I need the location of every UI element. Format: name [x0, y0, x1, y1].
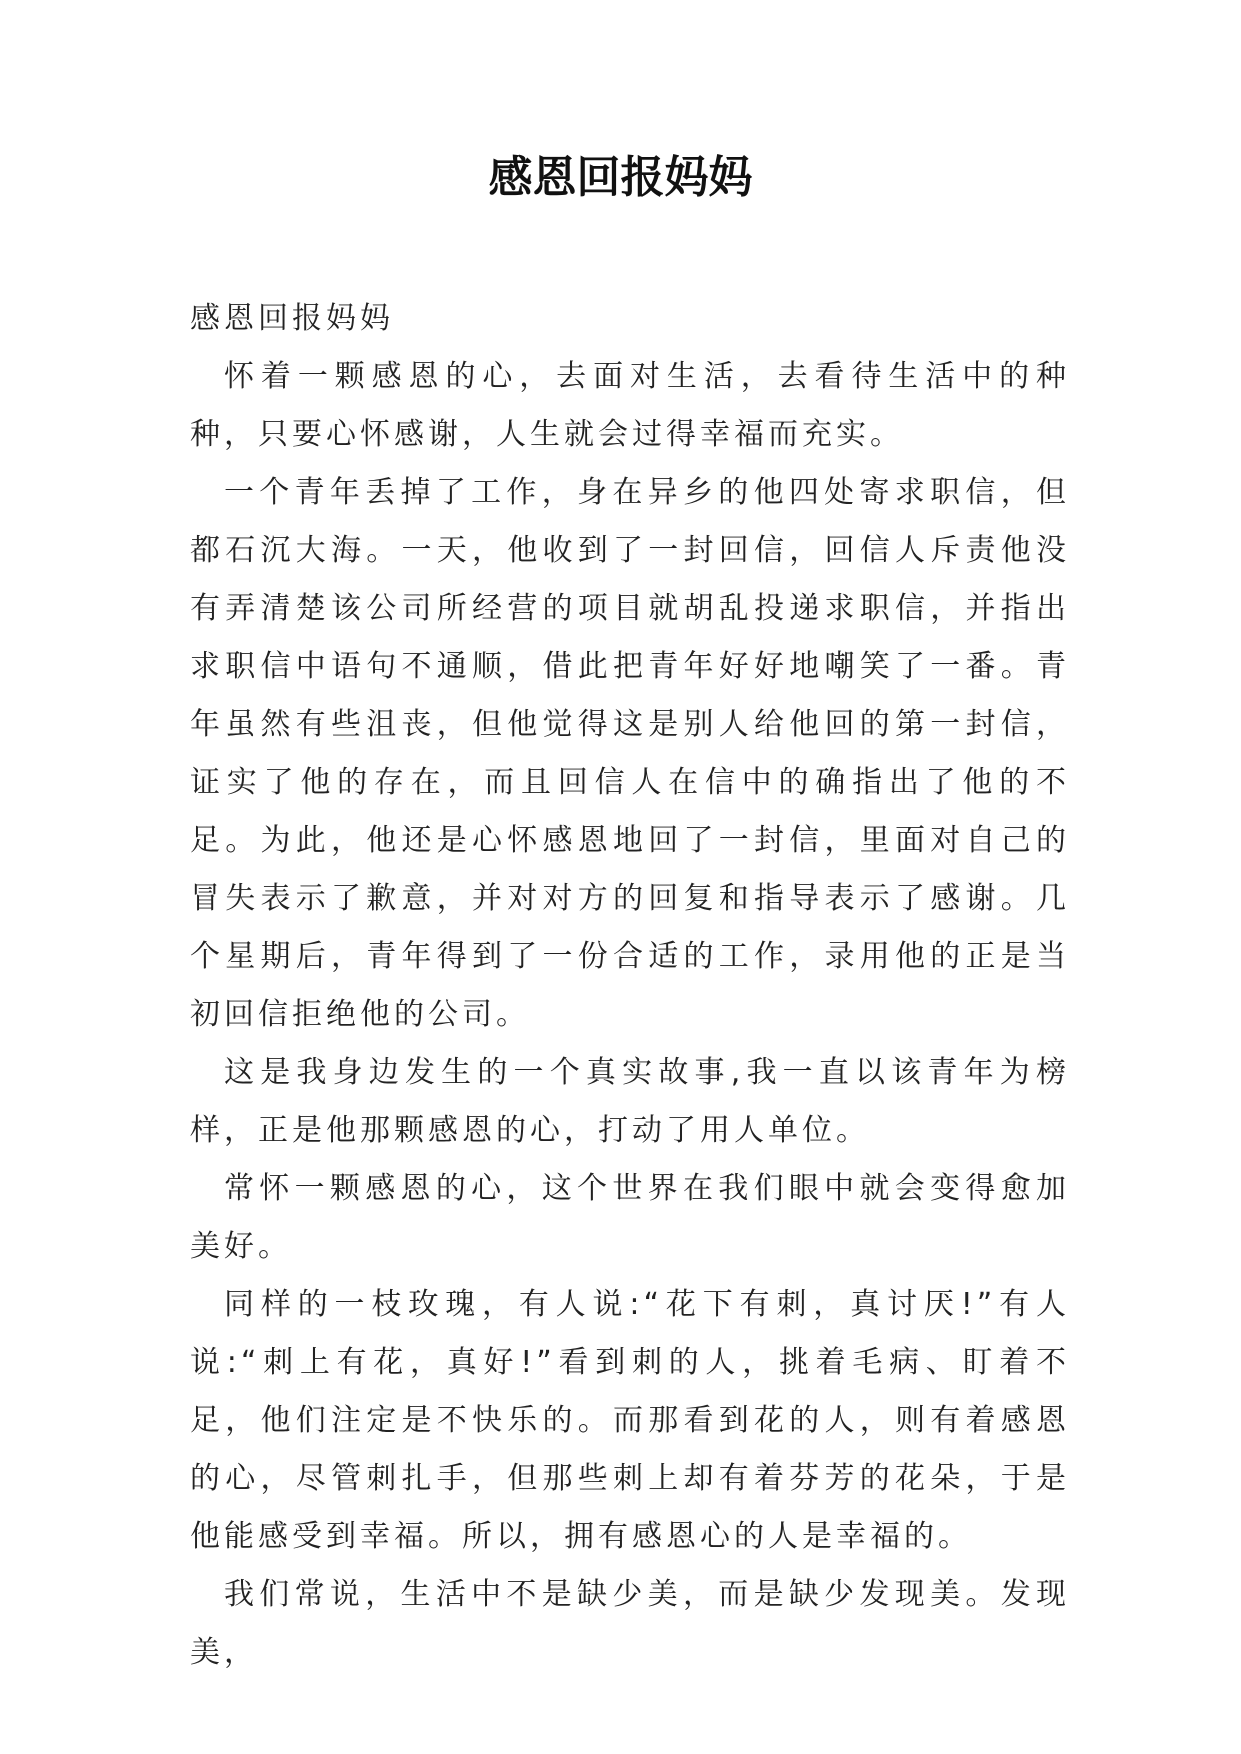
paragraph: 我们常说，生活中不是缺少美，而是缺少发现美。发现美， — [190, 1577, 1070, 1670]
paragraph: 怀着一颗感恩的心，去面对生活，去看待生活中的种种，只要心怀感谢，人生就会过得幸福而充实。 — [190, 359, 1070, 452]
paragraph: 这是我身边发生的一个真实故事,我一直以该青年为榜样，正是他那颗感恩的心，打动了用人单位。 — [190, 1055, 1070, 1148]
document-subtitle: 感恩回报妈妈 — [190, 301, 394, 336]
document-title: 感恩回报妈妈 — [488, 152, 753, 203]
paragraph: 同样的一枝玫瑰，有人说:“花下有刺，真讨厌!”有人说:“刺上有花，真好!”看到刺的人，挑着毛病、盯着不足，他们注定是不快乐的。而那看到花的人，则有着感恩的心，尽管刺扎手，但那些刺上却有着芬芳的花朵，于是他能感受到幸福。所以，拥有感恩心的人是幸福的。 — [190, 1287, 1070, 1554]
document-body — [190, 290, 1070, 1682]
paragraph: 常怀一颗感恩的心，这个世界在我们眼中就会变得愈加美好。 — [190, 1171, 1070, 1264]
paragraph: 一个青年丢掉了工作，身在异乡的他四处寄求职信，但都石沉大海。一天，他收到了一封回信，回信人斥责他没有弄清楚该公司所经营的项目就胡乱投递求职信，并指出求职信中语句不通顺，借此把青年好好地嘲笑了一番。青年虽然有些沮丧，但他觉得这是别人给他回的第一封信，证实了他的存在，而且回信人在信中的确指出了他的不足。为此，他还是心怀感恩地回了一封信，里面对自己的冒失表示了歉意，并对对方的回复和指导表示了感谢。几个星期后，青年得到了一份合适的工作，录用他的正是当初回信拒绝他的公司。 — [190, 475, 1070, 1032]
